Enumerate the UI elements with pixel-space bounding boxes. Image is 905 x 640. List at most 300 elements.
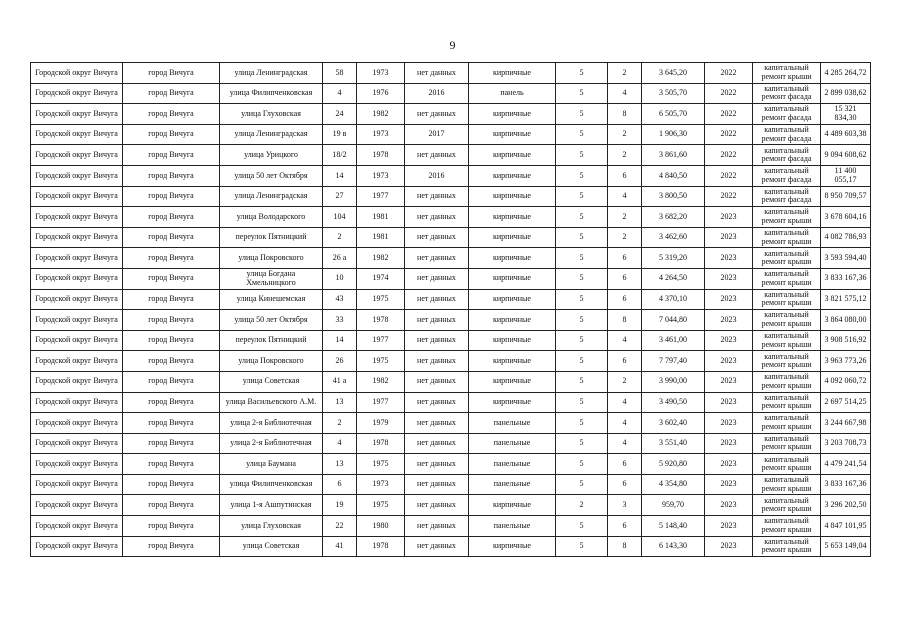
area-cell: 3 462,60 bbox=[642, 227, 705, 248]
area-cell: 4 264,50 bbox=[642, 268, 705, 289]
entrances-cell: 4 bbox=[608, 330, 642, 351]
last-repair-cell: нет данных bbox=[405, 310, 469, 331]
planned-year-cell: 2023 bbox=[705, 227, 753, 248]
cost-cell: 3 963 773,26 bbox=[821, 351, 871, 372]
settlement-cell: город Вичуга bbox=[123, 495, 220, 516]
area-cell: 3 602,40 bbox=[642, 413, 705, 434]
street-cell: улица Кинешемская bbox=[220, 289, 323, 310]
house-number-cell: 13 bbox=[323, 454, 357, 475]
last-repair-cell: 2016 bbox=[405, 83, 469, 104]
last-repair-cell: нет данных bbox=[405, 454, 469, 475]
street-cell: улица Ленинградская bbox=[220, 186, 323, 207]
last-repair-cell: нет данных bbox=[405, 145, 469, 166]
entrances-cell: 4 bbox=[608, 83, 642, 104]
street-cell: улица Покровского bbox=[220, 351, 323, 372]
house-number-cell: 33 bbox=[323, 310, 357, 331]
entrances-cell: 8 bbox=[608, 104, 642, 125]
last-repair-cell: нет данных bbox=[405, 392, 469, 413]
wall-material-cell: панельные bbox=[469, 454, 556, 475]
floors-cell: 5 bbox=[556, 371, 608, 392]
planned-year-cell: 2023 bbox=[705, 351, 753, 372]
repair-type-cell: капитальный ремонт фасада bbox=[753, 145, 821, 166]
entrances-cell: 4 bbox=[608, 433, 642, 454]
cost-cell: 3 203 708,73 bbox=[821, 433, 871, 454]
build-year-cell: 1978 bbox=[357, 433, 405, 454]
table-row bbox=[31, 495, 871, 516]
wall-material-cell: кирпичные bbox=[469, 145, 556, 166]
build-year-cell: 1973 bbox=[357, 474, 405, 495]
house-number-cell: 6 bbox=[323, 474, 357, 495]
cost-cell: 4 082 786,93 bbox=[821, 227, 871, 248]
street-cell: улица Филипченковская bbox=[220, 83, 323, 104]
cost-cell: 15 321 834,30 bbox=[821, 104, 871, 125]
last-repair-cell: нет данных bbox=[405, 536, 469, 557]
last-repair-cell: 2016 bbox=[405, 165, 469, 186]
entrances-cell: 4 bbox=[608, 186, 642, 207]
floors-cell: 5 bbox=[556, 351, 608, 372]
municipality-cell: Городской округ Вичуга bbox=[31, 227, 123, 248]
street-cell: улица Советская bbox=[220, 371, 323, 392]
settlement-cell: город Вичуга bbox=[123, 145, 220, 166]
cost-cell: 3 678 604,16 bbox=[821, 207, 871, 228]
street-cell: улица Покровского bbox=[220, 248, 323, 269]
last-repair-cell: нет данных bbox=[405, 371, 469, 392]
last-repair-cell: нет данных bbox=[405, 186, 469, 207]
repair-type-cell: капитальный ремонт крыши bbox=[753, 330, 821, 351]
municipality-cell: Городской округ Вичуга bbox=[31, 289, 123, 310]
settlement-cell: город Вичуга bbox=[123, 330, 220, 351]
street-cell: улица Советская bbox=[220, 536, 323, 557]
planned-year-cell: 2023 bbox=[705, 495, 753, 516]
house-number-cell: 14 bbox=[323, 330, 357, 351]
house-number-cell: 43 bbox=[323, 289, 357, 310]
street-cell: улица 2-я Библиотечная bbox=[220, 413, 323, 434]
housing-repair-table bbox=[30, 62, 871, 557]
repair-type-cell: капитальный ремонт крыши bbox=[753, 63, 821, 84]
area-cell: 5 319,20 bbox=[642, 248, 705, 269]
municipality-cell: Городской округ Вичуга bbox=[31, 207, 123, 228]
street-cell: переулок Пятницкий bbox=[220, 227, 323, 248]
cost-cell: 4 847 101,95 bbox=[821, 516, 871, 537]
table-row bbox=[31, 330, 871, 351]
table-row bbox=[31, 83, 871, 104]
settlement-cell: город Вичуга bbox=[123, 124, 220, 145]
wall-material-cell: панельные bbox=[469, 433, 556, 454]
house-number-cell: 19 в bbox=[323, 124, 357, 145]
street-cell: улица 50 лет Октября bbox=[220, 310, 323, 331]
entrances-cell: 2 bbox=[608, 145, 642, 166]
settlement-cell: город Вичуга bbox=[123, 289, 220, 310]
cost-cell: 4 489 603,38 bbox=[821, 124, 871, 145]
settlement-cell: город Вичуга bbox=[123, 536, 220, 557]
table-row bbox=[31, 310, 871, 331]
cost-cell: 11 400 055,17 bbox=[821, 165, 871, 186]
last-repair-cell: нет данных bbox=[405, 516, 469, 537]
area-cell: 3 505,70 bbox=[642, 83, 705, 104]
street-cell: улица Богдана Хмельницкого bbox=[220, 268, 323, 289]
repair-type-cell: капитальный ремонт крыши bbox=[753, 536, 821, 557]
last-repair-cell: нет данных bbox=[405, 268, 469, 289]
build-year-cell: 1976 bbox=[357, 83, 405, 104]
area-cell: 4 840,50 bbox=[642, 165, 705, 186]
wall-material-cell: кирпичные bbox=[469, 351, 556, 372]
repair-type-cell: капитальный ремонт фасада bbox=[753, 186, 821, 207]
cost-cell: 2 899 038,62 bbox=[821, 83, 871, 104]
wall-material-cell: кирпичные bbox=[469, 289, 556, 310]
planned-year-cell: 2023 bbox=[705, 413, 753, 434]
entrances-cell: 6 bbox=[608, 516, 642, 537]
wall-material-cell: кирпичные bbox=[469, 63, 556, 84]
house-number-cell: 58 bbox=[323, 63, 357, 84]
planned-year-cell: 2023 bbox=[705, 392, 753, 413]
area-cell: 4 354,80 bbox=[642, 474, 705, 495]
municipality-cell: Городской округ Вичуга bbox=[31, 145, 123, 166]
floors-cell: 5 bbox=[556, 145, 608, 166]
entrances-cell: 2 bbox=[608, 207, 642, 228]
build-year-cell: 1982 bbox=[357, 104, 405, 125]
municipality-cell: Городской округ Вичуга bbox=[31, 413, 123, 434]
municipality-cell: Городской округ Вичуга bbox=[31, 165, 123, 186]
repair-type-cell: капитальный ремонт крыши bbox=[753, 248, 821, 269]
build-year-cell: 1981 bbox=[357, 207, 405, 228]
build-year-cell: 1977 bbox=[357, 186, 405, 207]
municipality-cell: Городской округ Вичуга bbox=[31, 371, 123, 392]
wall-material-cell: кирпичные bbox=[469, 536, 556, 557]
page-number: 9 bbox=[449, 38, 456, 52]
floors-cell: 5 bbox=[556, 104, 608, 125]
house-number-cell: 4 bbox=[323, 83, 357, 104]
floors-cell: 5 bbox=[556, 392, 608, 413]
table-row bbox=[31, 371, 871, 392]
table-row bbox=[31, 63, 871, 84]
table-row bbox=[31, 392, 871, 413]
table-row bbox=[31, 186, 871, 207]
floors-cell: 5 bbox=[556, 248, 608, 269]
area-cell: 4 370,10 bbox=[642, 289, 705, 310]
area-cell: 3 861,60 bbox=[642, 145, 705, 166]
entrances-cell: 2 bbox=[608, 227, 642, 248]
last-repair-cell: нет данных bbox=[405, 104, 469, 125]
settlement-cell: город Вичуга bbox=[123, 83, 220, 104]
build-year-cell: 1975 bbox=[357, 289, 405, 310]
build-year-cell: 1979 bbox=[357, 413, 405, 434]
build-year-cell: 1975 bbox=[357, 454, 405, 475]
settlement-cell: город Вичуга bbox=[123, 248, 220, 269]
last-repair-cell: нет данных bbox=[405, 433, 469, 454]
entrances-cell: 2 bbox=[608, 371, 642, 392]
planned-year-cell: 2023 bbox=[705, 330, 753, 351]
planned-year-cell: 2023 bbox=[705, 268, 753, 289]
build-year-cell: 1978 bbox=[357, 536, 405, 557]
planned-year-cell: 2023 bbox=[705, 310, 753, 331]
street-cell: улица Ленинградская bbox=[220, 63, 323, 84]
settlement-cell: город Вичуга bbox=[123, 207, 220, 228]
area-cell: 3 645,20 bbox=[642, 63, 705, 84]
municipality-cell: Городской округ Вичуга bbox=[31, 268, 123, 289]
area-cell: 5 920,80 bbox=[642, 454, 705, 475]
table-row bbox=[31, 104, 871, 125]
repair-type-cell: капитальный ремонт крыши bbox=[753, 268, 821, 289]
floors-cell: 2 bbox=[556, 495, 608, 516]
planned-year-cell: 2023 bbox=[705, 371, 753, 392]
planned-year-cell: 2022 bbox=[705, 124, 753, 145]
house-number-cell: 2 bbox=[323, 227, 357, 248]
repair-type-cell: капитальный ремонт крыши bbox=[753, 371, 821, 392]
area-cell: 6 143,30 bbox=[642, 536, 705, 557]
settlement-cell: город Вичуга bbox=[123, 454, 220, 475]
municipality-cell: Городской округ Вичуга bbox=[31, 516, 123, 537]
entrances-cell: 4 bbox=[608, 392, 642, 413]
municipality-cell: Городской округ Вичуга bbox=[31, 124, 123, 145]
settlement-cell: город Вичуга bbox=[123, 413, 220, 434]
municipality-cell: Городской округ Вичуга bbox=[31, 351, 123, 372]
cost-cell: 3 821 575,12 bbox=[821, 289, 871, 310]
wall-material-cell: кирпичные bbox=[469, 268, 556, 289]
area-cell: 3 682,20 bbox=[642, 207, 705, 228]
entrances-cell: 6 bbox=[608, 351, 642, 372]
street-cell: улица Васильевского А.М. bbox=[220, 392, 323, 413]
wall-material-cell: кирпичные bbox=[469, 124, 556, 145]
settlement-cell: город Вичуга bbox=[123, 104, 220, 125]
entrances-cell: 6 bbox=[608, 289, 642, 310]
floors-cell: 5 bbox=[556, 474, 608, 495]
table-row bbox=[31, 124, 871, 145]
last-repair-cell: нет данных bbox=[405, 413, 469, 434]
wall-material-cell: кирпичные bbox=[469, 207, 556, 228]
floors-cell: 5 bbox=[556, 433, 608, 454]
floors-cell: 5 bbox=[556, 227, 608, 248]
entrances-cell: 2 bbox=[608, 124, 642, 145]
build-year-cell: 1973 bbox=[357, 124, 405, 145]
area-cell: 3 490,50 bbox=[642, 392, 705, 413]
entrances-cell: 6 bbox=[608, 165, 642, 186]
settlement-cell: город Вичуга bbox=[123, 63, 220, 84]
entrances-cell: 4 bbox=[608, 413, 642, 434]
wall-material-cell: кирпичные bbox=[469, 104, 556, 125]
area-cell: 3 461,00 bbox=[642, 330, 705, 351]
entrances-cell: 2 bbox=[608, 63, 642, 84]
house-number-cell: 19 bbox=[323, 495, 357, 516]
last-repair-cell: нет данных bbox=[405, 330, 469, 351]
cost-cell: 4 285 264,72 bbox=[821, 63, 871, 84]
floors-cell: 5 bbox=[556, 330, 608, 351]
municipality-cell: Городской округ Вичуга bbox=[31, 536, 123, 557]
repair-type-cell: капитальный ремонт крыши bbox=[753, 433, 821, 454]
settlement-cell: город Вичуга bbox=[123, 165, 220, 186]
wall-material-cell: кирпичные bbox=[469, 227, 556, 248]
settlement-cell: город Вичуга bbox=[123, 392, 220, 413]
table-body bbox=[31, 63, 871, 557]
municipality-cell: Городской округ Вичуга bbox=[31, 454, 123, 475]
build-year-cell: 1982 bbox=[357, 248, 405, 269]
build-year-cell: 1982 bbox=[357, 371, 405, 392]
street-cell: улица Филипченковская bbox=[220, 474, 323, 495]
repair-type-cell: капитальный ремонт крыши bbox=[753, 227, 821, 248]
settlement-cell: город Вичуга bbox=[123, 310, 220, 331]
floors-cell: 5 bbox=[556, 186, 608, 207]
wall-material-cell: кирпичные bbox=[469, 186, 556, 207]
house-number-cell: 18/2 bbox=[323, 145, 357, 166]
last-repair-cell: нет данных bbox=[405, 207, 469, 228]
cost-cell: 3 908 516,92 bbox=[821, 330, 871, 351]
settlement-cell: город Вичуга bbox=[123, 474, 220, 495]
entrances-cell: 6 bbox=[608, 248, 642, 269]
cost-cell: 3 833 167,36 bbox=[821, 268, 871, 289]
street-cell: улица Глуховская bbox=[220, 516, 323, 537]
street-cell: улица Баумана bbox=[220, 454, 323, 475]
settlement-cell: город Вичуга bbox=[123, 351, 220, 372]
street-cell: улица 50 лет Октября bbox=[220, 165, 323, 186]
house-number-cell: 26 bbox=[323, 351, 357, 372]
settlement-cell: город Вичуга bbox=[123, 433, 220, 454]
floors-cell: 5 bbox=[556, 63, 608, 84]
table-row bbox=[31, 351, 871, 372]
repair-type-cell: капитальный ремонт крыши bbox=[753, 495, 821, 516]
floors-cell: 5 bbox=[556, 516, 608, 537]
entrances-cell: 6 bbox=[608, 268, 642, 289]
house-number-cell: 13 bbox=[323, 392, 357, 413]
planned-year-cell: 2022 bbox=[705, 145, 753, 166]
last-repair-cell: нет данных bbox=[405, 289, 469, 310]
repair-type-cell: капитальный ремонт крыши bbox=[753, 351, 821, 372]
build-year-cell: 1978 bbox=[357, 145, 405, 166]
last-repair-cell: нет данных bbox=[405, 351, 469, 372]
cost-cell: 3 244 667,98 bbox=[821, 413, 871, 434]
wall-material-cell: кирпичные bbox=[469, 310, 556, 331]
planned-year-cell: 2023 bbox=[705, 516, 753, 537]
street-cell: улица Володарского bbox=[220, 207, 323, 228]
settlement-cell: город Вичуга bbox=[123, 227, 220, 248]
planned-year-cell: 2022 bbox=[705, 83, 753, 104]
floors-cell: 5 bbox=[556, 83, 608, 104]
planned-year-cell: 2023 bbox=[705, 248, 753, 269]
planned-year-cell: 2022 bbox=[705, 165, 753, 186]
repair-type-cell: капитальный ремонт крыши bbox=[753, 289, 821, 310]
repair-type-cell: капитальный ремонт крыши bbox=[753, 310, 821, 331]
table-row bbox=[31, 268, 871, 289]
floors-cell: 5 bbox=[556, 536, 608, 557]
floors-cell: 5 bbox=[556, 207, 608, 228]
repair-type-cell: капитальный ремонт крыши bbox=[753, 454, 821, 475]
repair-type-cell: капитальный ремонт крыши bbox=[753, 474, 821, 495]
planned-year-cell: 2022 bbox=[705, 63, 753, 84]
wall-material-cell: панельные bbox=[469, 474, 556, 495]
build-year-cell: 1974 bbox=[357, 268, 405, 289]
municipality-cell: Городской округ Вичуга bbox=[31, 392, 123, 413]
table-row bbox=[31, 474, 871, 495]
municipality-cell: Городской округ Вичуга bbox=[31, 310, 123, 331]
repair-type-cell: капитальный ремонт фасада bbox=[753, 124, 821, 145]
entrances-cell: 6 bbox=[608, 474, 642, 495]
last-repair-cell: нет данных bbox=[405, 474, 469, 495]
last-repair-cell: 2017 bbox=[405, 124, 469, 145]
wall-material-cell: кирпичные bbox=[469, 165, 556, 186]
area-cell: 7 044,80 bbox=[642, 310, 705, 331]
cost-cell: 3 593 594,40 bbox=[821, 248, 871, 269]
cost-cell: 4 092 060,72 bbox=[821, 371, 871, 392]
cost-cell: 9 094 608,62 bbox=[821, 145, 871, 166]
entrances-cell: 6 bbox=[608, 454, 642, 475]
table-row bbox=[31, 516, 871, 537]
floors-cell: 5 bbox=[556, 413, 608, 434]
wall-material-cell: кирпичные bbox=[469, 248, 556, 269]
house-number-cell: 4 bbox=[323, 433, 357, 454]
municipality-cell: Городской округ Вичуга bbox=[31, 63, 123, 84]
area-cell: 5 148,40 bbox=[642, 516, 705, 537]
entrances-cell: 8 bbox=[608, 310, 642, 331]
settlement-cell: город Вичуга bbox=[123, 268, 220, 289]
house-number-cell: 41 а bbox=[323, 371, 357, 392]
municipality-cell: Городской округ Вичуга bbox=[31, 474, 123, 495]
build-year-cell: 1973 bbox=[357, 63, 405, 84]
municipality-cell: Городской округ Вичуга bbox=[31, 433, 123, 454]
repair-type-cell: капитальный ремонт фасада bbox=[753, 165, 821, 186]
table-row bbox=[31, 413, 871, 434]
floors-cell: 5 bbox=[556, 289, 608, 310]
cost-cell: 2 697 514,25 bbox=[821, 392, 871, 413]
entrances-cell: 8 bbox=[608, 536, 642, 557]
last-repair-cell: нет данных bbox=[405, 495, 469, 516]
repair-type-cell: капитальный ремонт фасада bbox=[753, 83, 821, 104]
settlement-cell: город Вичуга bbox=[123, 371, 220, 392]
last-repair-cell: нет данных bbox=[405, 63, 469, 84]
table-row bbox=[31, 165, 871, 186]
entrances-cell: 3 bbox=[608, 495, 642, 516]
build-year-cell: 1981 bbox=[357, 227, 405, 248]
cost-cell: 5 653 149,04 bbox=[821, 536, 871, 557]
street-cell: переулок Пятницкий bbox=[220, 330, 323, 351]
floors-cell: 5 bbox=[556, 310, 608, 331]
house-number-cell: 24 bbox=[323, 104, 357, 125]
street-cell: улица Глуховская bbox=[220, 104, 323, 125]
last-repair-cell: нет данных bbox=[405, 227, 469, 248]
cost-cell: 3 296 202,50 bbox=[821, 495, 871, 516]
table-row bbox=[31, 289, 871, 310]
area-cell: 6 505,70 bbox=[642, 104, 705, 125]
area-cell: 3 551,40 bbox=[642, 433, 705, 454]
municipality-cell: Городской округ Вичуга bbox=[31, 248, 123, 269]
wall-material-cell: кирпичные bbox=[469, 392, 556, 413]
floors-cell: 5 bbox=[556, 454, 608, 475]
planned-year-cell: 2023 bbox=[705, 433, 753, 454]
area-cell: 3 990,00 bbox=[642, 371, 705, 392]
planned-year-cell: 2023 bbox=[705, 454, 753, 475]
street-cell: улица Ленинградская bbox=[220, 124, 323, 145]
street-cell: улица 1-я Ашпутинская bbox=[220, 495, 323, 516]
cost-cell: 4 479 241,54 bbox=[821, 454, 871, 475]
floors-cell: 5 bbox=[556, 268, 608, 289]
table-row bbox=[31, 536, 871, 557]
wall-material-cell: панельные bbox=[469, 516, 556, 537]
planned-year-cell: 2023 bbox=[705, 536, 753, 557]
municipality-cell: Городской округ Вичуга bbox=[31, 330, 123, 351]
table-row bbox=[31, 248, 871, 269]
house-number-cell: 22 bbox=[323, 516, 357, 537]
area-cell: 7 797,40 bbox=[642, 351, 705, 372]
build-year-cell: 1980 bbox=[357, 516, 405, 537]
wall-material-cell: панельные bbox=[469, 413, 556, 434]
area-cell: 1 906,30 bbox=[642, 124, 705, 145]
repair-type-cell: капитальный ремонт крыши bbox=[753, 207, 821, 228]
house-number-cell: 41 bbox=[323, 536, 357, 557]
table-row bbox=[31, 207, 871, 228]
street-cell: улица 2-я Библиотечная bbox=[220, 433, 323, 454]
build-year-cell: 1975 bbox=[357, 495, 405, 516]
settlement-cell: город Вичуга bbox=[123, 516, 220, 537]
wall-material-cell: кирпичные bbox=[469, 371, 556, 392]
table-row bbox=[31, 454, 871, 475]
repair-type-cell: капитальный ремонт крыши bbox=[753, 516, 821, 537]
